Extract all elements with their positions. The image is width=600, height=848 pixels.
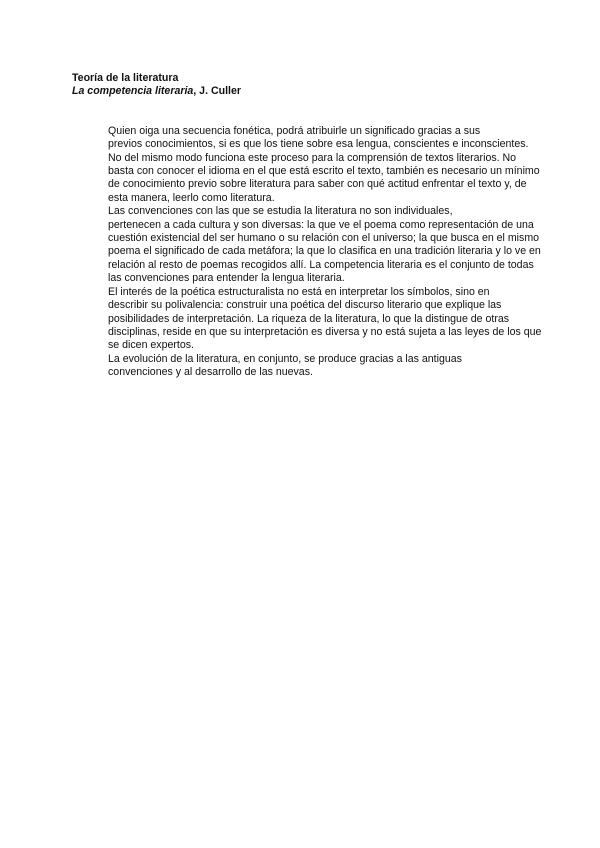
paragraph — [72, 353, 532, 380]
paragraph-line: de conocimiento previo sobre literatura para saber con qué actitud enfrentar el texto y, de — [108, 178, 527, 191]
work-title: La competencia literaria — [72, 85, 194, 98]
paragraph-line: cuestión existencial del ser humano o su relación con el universo; la que busca en el mismo — [108, 232, 540, 245]
paragraphs — [72, 124, 542, 380]
paragraph-line: pertenecen a cada cultura y son diversas: la que ve el poema como representación de una — [108, 218, 534, 231]
work-author: , J. Culler — [193, 85, 241, 98]
document-subheading — [72, 85, 532, 98]
paragraph-line: describir su polivalencia: construir una poética del discurso literario que explique las — [108, 299, 502, 312]
paragraph-line: No del mismo modo funciona este proceso para la comprensión de textos literarios. No — [108, 151, 517, 164]
paragraph-line: El interés de la poética estructuralista no está en interpretar los símbolos, sino en — [108, 285, 490, 298]
paragraph-line: posibilidades de interpretación. La riqueza de la literatura, lo que la distingue de otras — [108, 312, 510, 325]
document-heading: Teoría de la literatura — [72, 72, 179, 84]
paragraph-line: La evolución de la literatura, en conjunto, se produce gracias a las antiguas — [108, 352, 462, 365]
paragraph-line: disciplinas, reside en que su interpretación es diversa y no está sujeta a las leyes de los que — [108, 325, 542, 338]
paragraph-line: Quien oiga una secuencia fonética, podrá atribuirle un significado gracias a sus — [108, 124, 481, 137]
paragraph-line: las convenciones para entender la lengua literaria. — [108, 272, 345, 285]
spacer — [72, 99, 532, 125]
paragraph-line: basta con conocer el idioma en el que está escrito el texto, también es necesario un mínimo — [108, 165, 540, 178]
paragraph — [72, 124, 540, 205]
paragraph-line: convenciones y al desarrollo de las nuevas. — [108, 366, 313, 379]
paragraph-line: Las convenciones con las que se estudia la literatura no son individuales, — [108, 205, 453, 218]
document-body — [72, 72, 542, 380]
paragraph-line: previos conocimientos, si es que los tiene sobre esa lengua, conscientes e inconscientes. — [108, 138, 529, 151]
paragraph-line: relación al resto de poemas recogidos allí. La competencia literaria es el conjunto de todas — [108, 258, 534, 271]
paragraph — [72, 205, 541, 285]
paragraph-line: esta manera, leerlo como literatura. — [108, 191, 275, 204]
paragraph-line: poema el significado de cada metáfora; la que lo clasifica en una tradición literaria y lo ve en — [108, 245, 541, 258]
paragraph-line: se dicen expertos. — [108, 339, 194, 352]
paragraph — [72, 285, 542, 353]
